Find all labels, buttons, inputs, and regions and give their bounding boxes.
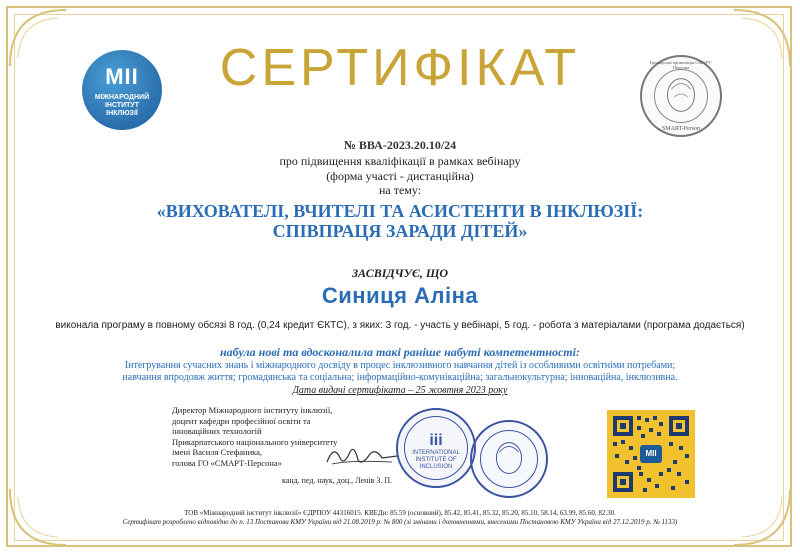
signatory-line-3: інноваційних технологій bbox=[172, 426, 262, 436]
signatory-title bbox=[172, 405, 337, 468]
profile-head-icon bbox=[655, 70, 707, 122]
signatory-line-5: імені Василя Стефаника, bbox=[172, 447, 263, 457]
signatory-line-4: Прикарпатського національного університету bbox=[172, 436, 338, 447]
profile-head-icon bbox=[481, 431, 537, 487]
stamp-line-3: INCLUSION bbox=[419, 464, 453, 470]
competencies-text bbox=[0, 360, 800, 384]
stamp-smart-ring bbox=[480, 430, 538, 488]
competencies-title: набула нові та вдосконалила такі раніше набуті компетентності: bbox=[220, 345, 580, 359]
certificate-title: СЕРТИФІКАТ bbox=[219, 39, 581, 97]
qr-badge: MII bbox=[640, 445, 662, 463]
mii-logo-abbr: MII bbox=[105, 64, 139, 89]
recipient-name: Синиця Аліна bbox=[321, 283, 479, 308]
mii-logo-line1: МІЖНАРОДНИЙ bbox=[94, 94, 150, 101]
stamp-line-2: INSTITUTE OF bbox=[415, 457, 457, 463]
signatory-degree: канд. пед. наук, доц., Ленів З. П. bbox=[282, 476, 393, 485]
signatory-line-1: Директор Міжнародного інституту інклюзії, bbox=[172, 405, 333, 415]
signatory-line-6: голова ГО «СМАРТ-Персона» bbox=[172, 457, 282, 468]
footer-regulation-line: Сертифікат розроблено відповідно до п. 13 Постанови КМУ України від 21.08.2019 р. № 800 (зі змінами і доповненнями, внесеними Постановою КМУ України від 27.12.2019 р. № 1133) bbox=[122, 518, 678, 526]
certificate-number: № ВВА-2023.20.10/24 bbox=[343, 138, 457, 152]
confirms-label: ЗАСВІДЧУЄ, ЩО bbox=[351, 266, 449, 280]
smart-person-seal bbox=[640, 55, 722, 137]
seal-inner-ring bbox=[654, 69, 708, 123]
on-topic-label: на тему: bbox=[378, 183, 422, 197]
participation-form: (форма участі - дистанційна) bbox=[326, 169, 474, 183]
corner-ornament-bottom-right bbox=[732, 487, 792, 547]
stamp-text bbox=[398, 450, 474, 471]
stamp-line-1: INTERNATIONAL bbox=[412, 450, 460, 456]
stamp-logo: iii bbox=[429, 432, 443, 449]
mii-logo bbox=[82, 50, 162, 130]
seal-top-text: Громадська організація СМАРТ-Персона bbox=[649, 60, 713, 70]
theme-line-1: «ВИХОВАТЕЛІ, ВЧИТЕЛІ ТА АСИСТЕНТИ В ІНКЛЮЗІЇ: bbox=[156, 201, 644, 221]
theme-line-2: СПІВПРАЦЯ ЗАРАДИ ДІТЕЙ» bbox=[272, 221, 528, 241]
mii-logo-line2: ІНСТИТУТ bbox=[104, 102, 140, 109]
signatory-line-2: доцент кафедри професійної освіти та bbox=[172, 415, 311, 426]
webinar-theme bbox=[0, 201, 800, 241]
handwritten-signature bbox=[322, 440, 402, 470]
footer-legal-line: ТОВ «Міжнародний інститут інклюзії» ЄДРПОУ 44316015. КВЕДи: 85.59 (основний), 85.42, 85.41, 85.32, 85.20, 85.10, 58.14, 63.99, 85.60, 82.30. bbox=[184, 509, 616, 517]
corner-ornament-bottom-left bbox=[8, 487, 68, 547]
purpose-line: про підвищення кваліфікації в рамках вебінару bbox=[279, 154, 521, 168]
issue-date: Дата видачі сертифіката – 25 жовтня 2023 року bbox=[292, 385, 508, 396]
mii-logo-line3: ІНКЛЮЗІЇ bbox=[106, 110, 138, 117]
mii-logo-text bbox=[82, 94, 162, 118]
competencies-line-1: Інтегрування сучасних знань і міжнародного досвіду в процес інклюзивного навчання дітей із особливими освітніми потребами; bbox=[124, 360, 676, 371]
seal-bottom-text: SMART-Person bbox=[661, 126, 701, 132]
program-description: виконала програму в повному обсязі 8 год. (0,24 кредит ЄКТС), з яких: 3 год. - участь у вебінарі, 5 год. - робота з матеріалами (програма додається) bbox=[55, 320, 745, 331]
institute-stamp bbox=[396, 408, 476, 488]
smart-person-stamp bbox=[470, 420, 548, 498]
competencies-line-2: навчання впродовж життя; громадянська та соціальна; інформаційно-комунікаційна; загальнокультурна; інноваційна, інклюзивна. bbox=[122, 372, 678, 383]
qr-code bbox=[607, 410, 695, 498]
